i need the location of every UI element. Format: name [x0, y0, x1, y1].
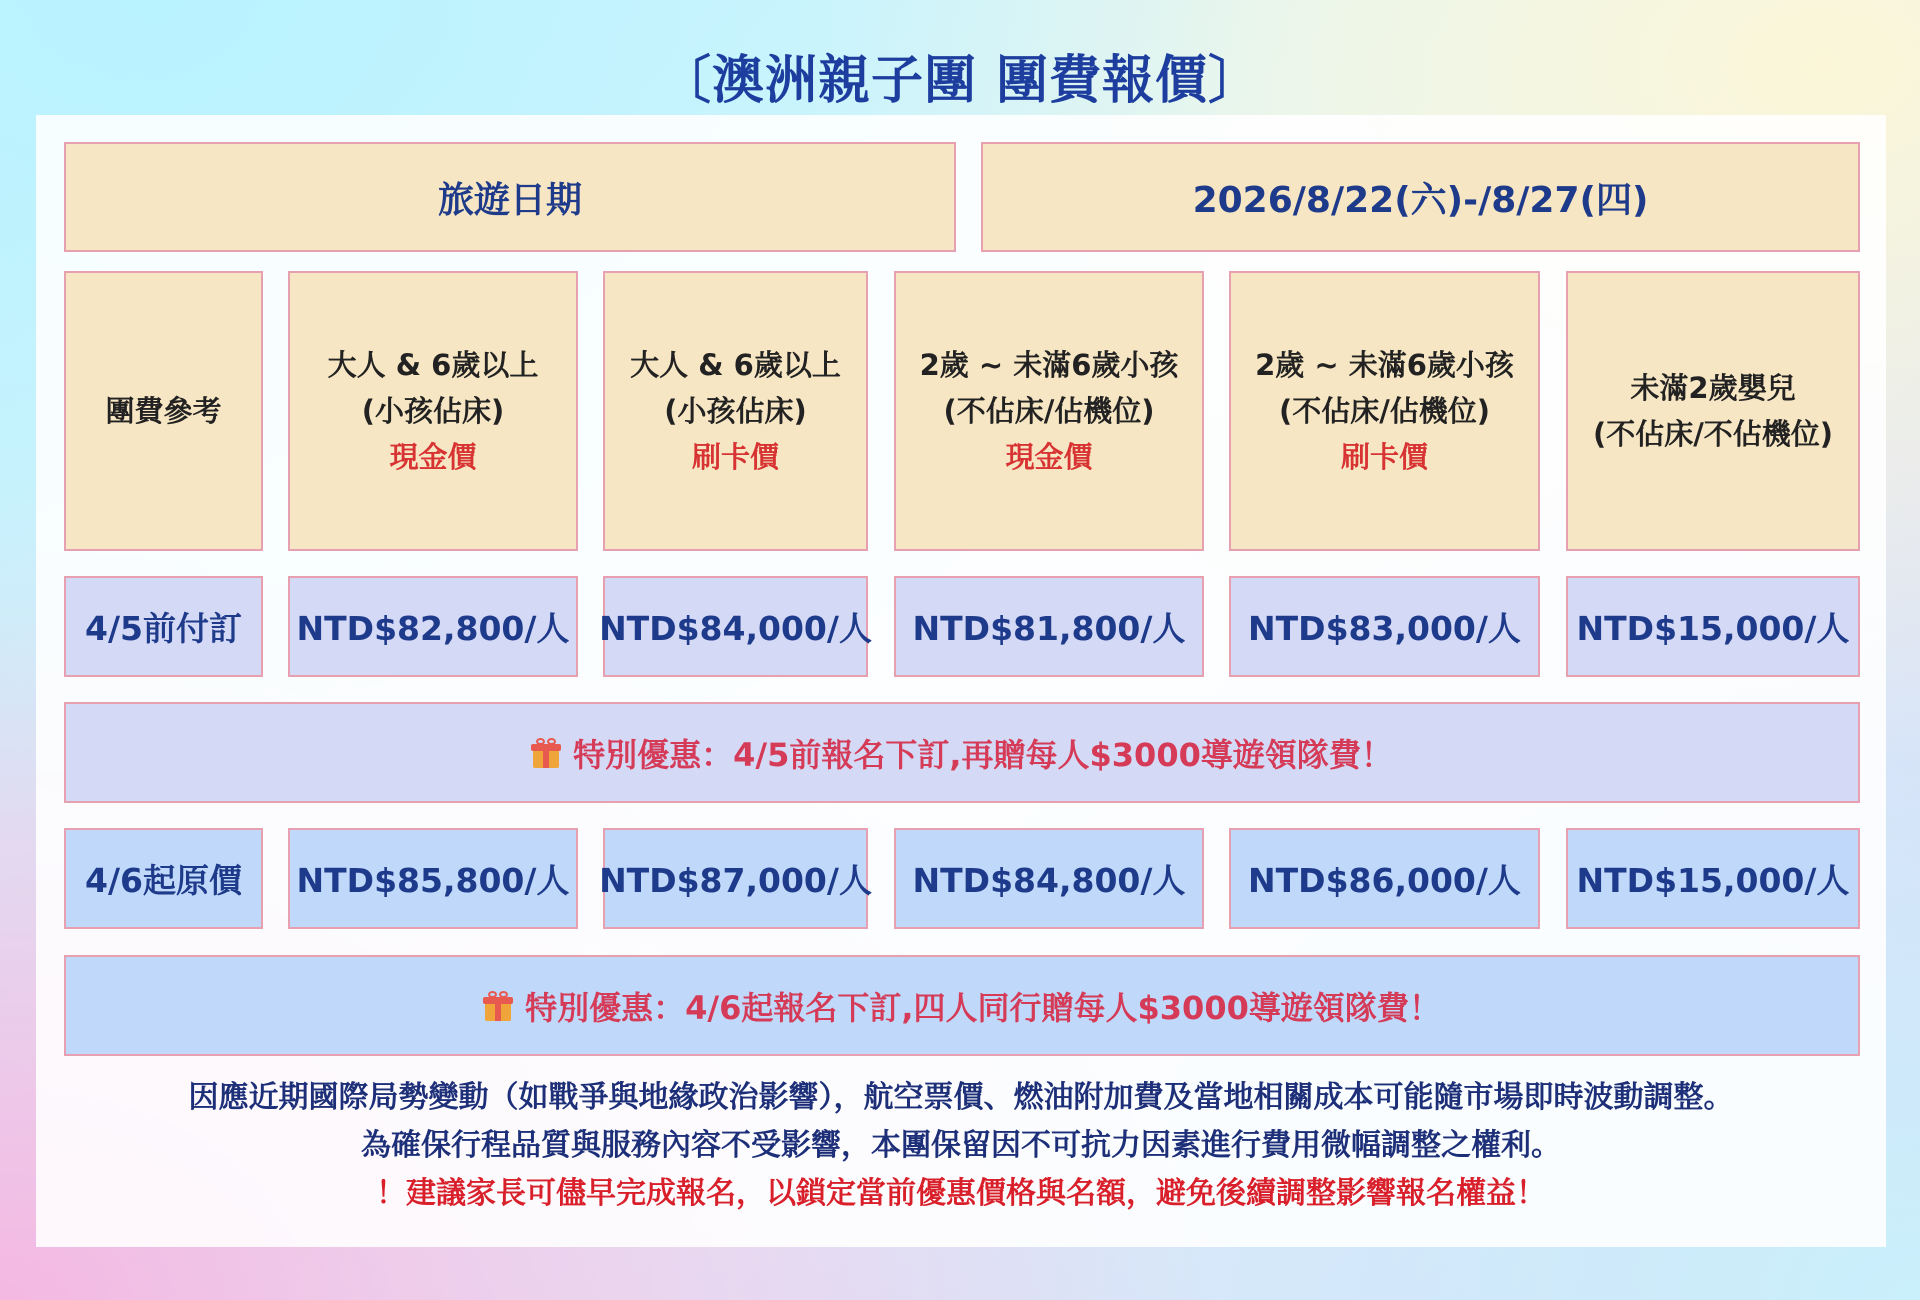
row-early-label: 4/5前付訂 [85, 609, 242, 648]
card-price-tag: 刷卡價 [1340, 440, 1428, 474]
row-early-label-cell [64, 576, 263, 677]
price-value: NTD$82,800/人 [296, 609, 570, 648]
price-cell [288, 828, 578, 929]
row-regular-label-cell [64, 828, 263, 929]
col-child-cash-header [894, 271, 1204, 551]
notice-line-2: 為確保行程品質與服務內容不受影響，本團保留因不可抗力因素進行費用微幅調整之權利。 [361, 1128, 1561, 1163]
price-cell [1566, 576, 1860, 677]
col-line2: (不佔床/佔機位) [943, 394, 1155, 428]
col-line1: 大人 & 6歲以上 [327, 348, 539, 382]
date-label: 旅遊日期 [437, 179, 582, 221]
price-cell [1229, 828, 1540, 929]
price-cell [599, 576, 872, 677]
price-value: NTD$87,000/人 [599, 861, 872, 900]
col-line1: 2歲 ~ 未滿6歲小孩 [919, 348, 1179, 382]
price-cell [894, 828, 1204, 929]
price-cell [894, 576, 1204, 677]
price-value: NTD$15,000/人 [1576, 861, 1850, 900]
gift-icon [531, 738, 561, 768]
col-line1: 大人 & 6歲以上 [630, 348, 841, 382]
card-price-tag: 刷卡價 [691, 440, 779, 474]
col-line2: (不佔床/不佔機位) [1592, 417, 1834, 451]
price-value: NTD$85,800/人 [296, 861, 570, 900]
price-value: NTD$81,800/人 [912, 609, 1186, 648]
price-cell [288, 576, 578, 677]
price-value: NTD$84,800/人 [912, 861, 1186, 900]
ref-label: 團費參考 [105, 394, 222, 428]
col-ref-header [64, 271, 263, 551]
row-regular-label: 4/6起原價 [85, 861, 242, 900]
gift-icon [483, 991, 513, 1021]
price-cell [1229, 576, 1540, 677]
page-title: 〔澳洲親子團 團費報價〕 [658, 51, 1262, 111]
price-value: NTD$15,000/人 [1576, 609, 1850, 648]
col-infant-header [1566, 271, 1860, 551]
col-line1: 2歲 ~ 未滿6歲小孩 [1255, 348, 1514, 382]
price-value: NTD$84,000/人 [599, 609, 872, 648]
col-line2: (小孩佔床) [664, 394, 807, 428]
promo-banner-regular [64, 955, 1860, 1056]
notice-line-1: 因應近期國際局勢變動（如戰爭與地緣政治影響），航空票價、燃油附加費及當地相關成本可能隨市場即時波動調整。 [188, 1080, 1734, 1115]
price-cell [1566, 828, 1860, 929]
price-value: NTD$86,000/人 [1248, 861, 1521, 900]
col-adult-card-header [603, 271, 868, 551]
date-value: 2026/8/22(六)-/8/27(四) [1192, 179, 1649, 221]
promo-banner-early [64, 702, 1860, 803]
col-line1: 未滿2歲嬰兒 [1630, 371, 1796, 405]
cash-price-tag: 現金價 [1005, 440, 1093, 474]
promo-text: 特別優惠：4/5前報名下訂,再贈每人$3000導遊領隊費！ [573, 735, 1393, 774]
date-value-cell [981, 142, 1860, 252]
date-label-cell [64, 142, 956, 252]
price-value: NTD$83,000/人 [1248, 609, 1521, 648]
notice-line-3: ！建議家長可儘早完成報名，以鎖定當前優惠價格與名額，避免後續調整影響報名權益！ [376, 1176, 1546, 1211]
col-line2: (不佔床/佔機位) [1278, 394, 1491, 428]
promo-text: 特別優惠：4/6起報名下訂,四人同行贈每人$3000導遊領隊費！ [525, 988, 1441, 1027]
cash-price-tag: 現金價 [389, 440, 477, 474]
price-cell [599, 828, 872, 929]
col-child-card-header [1229, 271, 1540, 551]
col-adult-cash-header [288, 271, 578, 551]
col-line2: (小孩佔床) [361, 394, 505, 428]
